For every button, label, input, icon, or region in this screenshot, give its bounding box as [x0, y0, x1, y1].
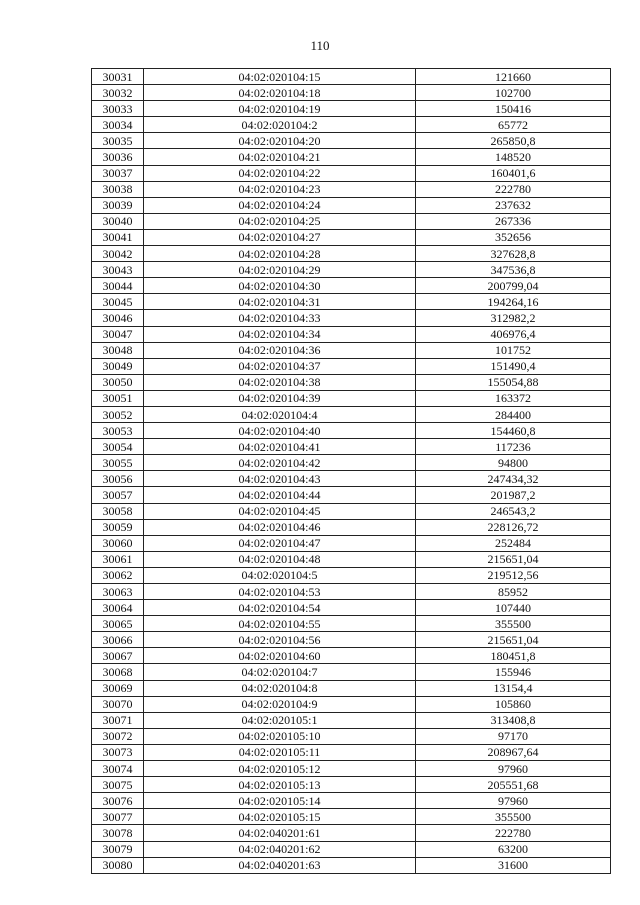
table-row [92, 455, 611, 471]
row-number-cell: 30048 [92, 342, 144, 358]
row-number-cell: 30039 [92, 197, 144, 213]
cadastral-value-cell: 222780 [416, 825, 611, 841]
cadastral-value-cell: 355500 [416, 809, 611, 825]
cadastral-number-cell: 04:02:020104:39 [144, 390, 416, 406]
cadastral-number-cell: 04:02:040201:61 [144, 825, 416, 841]
cadastral-value-cell: 222780 [416, 181, 611, 197]
cadastral-number-cell: 04:02:020104:45 [144, 503, 416, 519]
cadastral-value-cell: 150416 [416, 101, 611, 117]
cadastral-number-cell: 04:02:020105:1 [144, 712, 416, 728]
cadastral-value-cell: 205551,68 [416, 777, 611, 793]
table-row [92, 728, 611, 744]
table-row [92, 744, 611, 760]
cadastral-number-cell: 04:02:020104:43 [144, 471, 416, 487]
row-number-cell: 30046 [92, 310, 144, 326]
row-number-cell: 30044 [92, 278, 144, 294]
cadastral-value-cell: 265850,8 [416, 133, 611, 149]
row-number-cell: 30034 [92, 117, 144, 133]
row-number-cell: 30057 [92, 487, 144, 503]
cadastral-value-cell: 237632 [416, 197, 611, 213]
cadastral-number-cell: 04:02:020104:54 [144, 600, 416, 616]
cadastral-value-cell: 65772 [416, 117, 611, 133]
table-row [92, 85, 611, 101]
cadastral-number-cell: 04:02:020105:13 [144, 777, 416, 793]
cadastral-value-cell: 151490,4 [416, 358, 611, 374]
table-row [92, 632, 611, 648]
table-row [92, 69, 611, 85]
cadastral-number-cell: 04:02:020104:47 [144, 535, 416, 551]
cadastral-value-cell: 194264,16 [416, 294, 611, 310]
cadastral-value-cell: 201987,2 [416, 487, 611, 503]
table-row [92, 358, 611, 374]
row-number-cell: 30066 [92, 632, 144, 648]
row-number-cell: 30042 [92, 246, 144, 262]
table-row [92, 246, 611, 262]
cadastral-value-cell: 228126,72 [416, 519, 611, 535]
cadastral-number-cell: 04:02:020104:34 [144, 326, 416, 342]
cadastral-value-cell: 180451,8 [416, 648, 611, 664]
table-row [92, 390, 611, 406]
cadastral-number-cell: 04:02:020105:11 [144, 744, 416, 760]
row-number-cell: 30037 [92, 165, 144, 181]
cadastral-number-cell: 04:02:020104:22 [144, 165, 416, 181]
cadastral-value-cell: 121660 [416, 69, 611, 85]
table-row [92, 503, 611, 519]
cadastral-number-cell: 04:02:020104:23 [144, 181, 416, 197]
cadastral-number-cell: 04:02:020104:48 [144, 551, 416, 567]
table-row [92, 262, 611, 278]
table-row [92, 133, 611, 149]
table-row [92, 712, 611, 728]
cadastral-number-cell: 04:02:020104:19 [144, 101, 416, 117]
table-row [92, 857, 611, 873]
cadastral-number-cell: 04:02:020105:10 [144, 728, 416, 744]
cadastral-value-cell: 97960 [416, 761, 611, 777]
table-row [92, 423, 611, 439]
table-row [92, 777, 611, 793]
cadastral-value-cell: 102700 [416, 85, 611, 101]
cadastral-number-cell: 04:02:020105:14 [144, 793, 416, 809]
cadastral-number-cell: 04:02:020104:7 [144, 664, 416, 680]
row-number-cell: 30060 [92, 535, 144, 551]
cadastral-number-cell: 04:02:020104:60 [144, 648, 416, 664]
cadastral-value-table [91, 68, 611, 874]
cadastral-value-cell: 97170 [416, 728, 611, 744]
cadastral-value-cell: 105860 [416, 696, 611, 712]
table-row [92, 149, 611, 165]
cadastral-value-cell: 148520 [416, 149, 611, 165]
cadastral-value-cell: 31600 [416, 857, 611, 873]
table-row [92, 342, 611, 358]
cadastral-value-cell: 63200 [416, 841, 611, 857]
table-row [92, 197, 611, 213]
cadastral-value-cell: 117236 [416, 439, 611, 455]
cadastral-number-cell: 04:02:020104:41 [144, 439, 416, 455]
table-row [92, 551, 611, 567]
cadastral-number-cell: 04:02:020104:53 [144, 584, 416, 600]
row-number-cell: 30031 [92, 69, 144, 85]
row-number-cell: 30043 [92, 262, 144, 278]
row-number-cell: 30052 [92, 406, 144, 422]
table-row [92, 761, 611, 777]
row-number-cell: 30058 [92, 503, 144, 519]
row-number-cell: 30054 [92, 439, 144, 455]
cadastral-number-cell: 04:02:020104:15 [144, 69, 416, 85]
row-number-cell: 30064 [92, 600, 144, 616]
table-row [92, 841, 611, 857]
cadastral-value-cell: 200799,04 [416, 278, 611, 294]
row-number-cell: 30032 [92, 85, 144, 101]
table-row [92, 616, 611, 632]
row-number-cell: 30053 [92, 423, 144, 439]
cadastral-value-cell: 267336 [416, 213, 611, 229]
cadastral-number-cell: 04:02:020104:55 [144, 616, 416, 632]
row-number-cell: 30075 [92, 777, 144, 793]
cadastral-number-cell: 04:02:020104:27 [144, 229, 416, 245]
row-number-cell: 30061 [92, 551, 144, 567]
row-number-cell: 30051 [92, 390, 144, 406]
row-number-cell: 30070 [92, 696, 144, 712]
cadastral-number-cell: 04:02:020104:4 [144, 406, 416, 422]
cadastral-value-cell: 97960 [416, 793, 611, 809]
cadastral-value-cell: 355500 [416, 616, 611, 632]
row-number-cell: 30062 [92, 567, 144, 583]
row-number-cell: 30067 [92, 648, 144, 664]
table-row [92, 535, 611, 551]
row-number-cell: 30056 [92, 471, 144, 487]
table-row [92, 439, 611, 455]
table-row [92, 519, 611, 535]
cadastral-value-cell: 155946 [416, 664, 611, 680]
cadastral-value-cell: 246543,2 [416, 503, 611, 519]
table-row [92, 326, 611, 342]
row-number-cell: 30073 [92, 744, 144, 760]
cadastral-number-cell: 04:02:020104:5 [144, 567, 416, 583]
table-row [92, 181, 611, 197]
table-row [92, 567, 611, 583]
cadastral-value-cell: 101752 [416, 342, 611, 358]
table-row [92, 101, 611, 117]
cadastral-value-cell: 215651,04 [416, 632, 611, 648]
cadastral-number-cell: 04:02:020104:42 [144, 455, 416, 471]
cadastral-value-cell: 284400 [416, 406, 611, 422]
table-row [92, 471, 611, 487]
row-number-cell: 30041 [92, 229, 144, 245]
cadastral-number-cell: 04:02:020104:36 [144, 342, 416, 358]
cadastral-value-cell: 406976,4 [416, 326, 611, 342]
cadastral-number-cell: 04:02:020104:25 [144, 213, 416, 229]
row-number-cell: 30072 [92, 728, 144, 744]
cadastral-value-cell: 252484 [416, 535, 611, 551]
cadastral-value-cell: 327628,8 [416, 246, 611, 262]
row-number-cell: 30077 [92, 809, 144, 825]
row-number-cell: 30040 [92, 213, 144, 229]
table-body [92, 69, 611, 874]
row-number-cell: 30078 [92, 825, 144, 841]
row-number-cell: 30049 [92, 358, 144, 374]
cadastral-value-cell: 85952 [416, 584, 611, 600]
row-number-cell: 30065 [92, 616, 144, 632]
cadastral-number-cell: 04:02:020104:24 [144, 197, 416, 213]
cadastral-number-cell: 04:02:020104:21 [144, 149, 416, 165]
cadastral-number-cell: 04:02:020104:29 [144, 262, 416, 278]
cadastral-value-cell: 94800 [416, 455, 611, 471]
table-row [92, 600, 611, 616]
cadastral-number-cell: 04:02:020104:44 [144, 487, 416, 503]
table-row [92, 374, 611, 390]
cadastral-value-cell: 155054,88 [416, 374, 611, 390]
cadastral-number-cell: 04:02:020104:46 [144, 519, 416, 535]
row-number-cell: 30038 [92, 181, 144, 197]
cadastral-number-cell: 04:02:020104:28 [144, 246, 416, 262]
cadastral-value-cell: 313408,8 [416, 712, 611, 728]
row-number-cell: 30035 [92, 133, 144, 149]
table-row [92, 584, 611, 600]
table-row [92, 696, 611, 712]
cadastral-value-cell: 352656 [416, 229, 611, 245]
table-row [92, 294, 611, 310]
table-row [92, 487, 611, 503]
row-number-cell: 30079 [92, 841, 144, 857]
cadastral-value-cell: 208967,64 [416, 744, 611, 760]
cadastral-number-cell: 04:02:020104:33 [144, 310, 416, 326]
row-number-cell: 30059 [92, 519, 144, 535]
cadastral-number-cell: 04:02:020104:56 [144, 632, 416, 648]
table-row [92, 165, 611, 181]
table-row [92, 117, 611, 133]
row-number-cell: 30074 [92, 761, 144, 777]
cadastral-number-cell: 04:02:040201:63 [144, 857, 416, 873]
row-number-cell: 30068 [92, 664, 144, 680]
cadastral-value-cell: 154460,8 [416, 423, 611, 439]
cadastral-value-cell: 163372 [416, 390, 611, 406]
table-row [92, 213, 611, 229]
table-row [92, 278, 611, 294]
table-row [92, 680, 611, 696]
cadastral-number-cell: 04:02:020104:9 [144, 696, 416, 712]
cadastral-number-cell: 04:02:020105:12 [144, 761, 416, 777]
cadastral-number-cell: 04:02:020104:20 [144, 133, 416, 149]
row-number-cell: 30047 [92, 326, 144, 342]
table-row [92, 229, 611, 245]
cadastral-value-cell: 219512,56 [416, 567, 611, 583]
row-number-cell: 30069 [92, 680, 144, 696]
cadastral-number-cell: 04:02:020104:38 [144, 374, 416, 390]
cadastral-number-cell: 04:02:020104:31 [144, 294, 416, 310]
cadastral-number-cell: 04:02:040201:62 [144, 841, 416, 857]
cadastral-number-cell: 04:02:020104:18 [144, 85, 416, 101]
cadastral-value-cell: 312982,2 [416, 310, 611, 326]
cadastral-value-cell: 13154,4 [416, 680, 611, 696]
row-number-cell: 30076 [92, 793, 144, 809]
row-number-cell: 30045 [92, 294, 144, 310]
cadastral-number-cell: 04:02:020104:30 [144, 278, 416, 294]
row-number-cell: 30036 [92, 149, 144, 165]
table-row [92, 648, 611, 664]
page-number: 110 [310, 38, 330, 53]
table-row [92, 809, 611, 825]
cadastral-number-cell: 04:02:020104:37 [144, 358, 416, 374]
cadastral-number-cell: 04:02:020104:8 [144, 680, 416, 696]
cadastral-value-cell: 247434,32 [416, 471, 611, 487]
row-number-cell: 30033 [92, 101, 144, 117]
table-row [92, 793, 611, 809]
row-number-cell: 30080 [92, 857, 144, 873]
row-number-cell: 30063 [92, 584, 144, 600]
cadastral-value-cell: 160401,6 [416, 165, 611, 181]
row-number-cell: 30055 [92, 455, 144, 471]
table-row [92, 310, 611, 326]
table-row [92, 825, 611, 841]
cadastral-value-cell: 347536,8 [416, 262, 611, 278]
cadastral-value-cell: 215651,04 [416, 551, 611, 567]
cadastral-number-cell: 04:02:020104:2 [144, 117, 416, 133]
cadastral-number-cell: 04:02:020105:15 [144, 809, 416, 825]
table-row [92, 406, 611, 422]
row-number-cell: 30071 [92, 712, 144, 728]
cadastral-number-cell: 04:02:020104:40 [144, 423, 416, 439]
table-row [92, 664, 611, 680]
row-number-cell: 30050 [92, 374, 144, 390]
cadastral-value-cell: 107440 [416, 600, 611, 616]
